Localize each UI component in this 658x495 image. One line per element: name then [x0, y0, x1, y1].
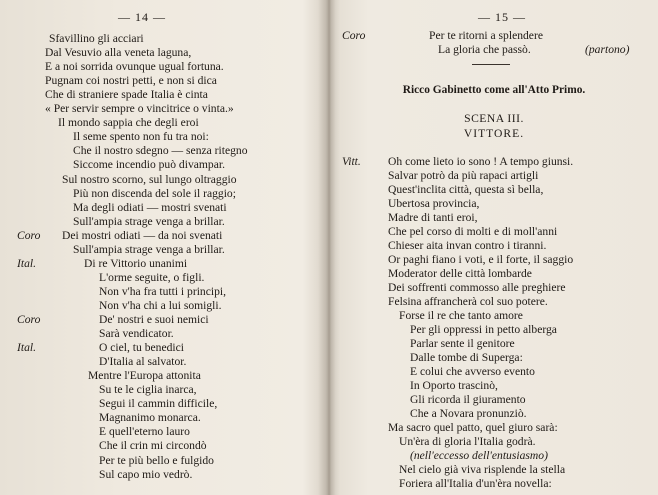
character-heading: VITTORE. [463, 127, 525, 140]
book-gutter [318, 0, 340, 495]
verse-line: Che il nostro sdegno — senza ritegno [73, 144, 248, 158]
page-number: — 14 — [118, 10, 166, 24]
verse-line: Mentre l'Europa attonita [88, 369, 201, 383]
verse-line: Gli ricorda il giuramento [410, 393, 526, 406]
verse-line: Dei soffrenti commosso alle preghiere [388, 281, 566, 294]
speaker-label: Vitt. [342, 155, 361, 168]
speaker-label: Ital. [17, 256, 36, 270]
verse-line: Dalle tombe di Superga: [410, 351, 523, 364]
verse-line: Di re Vittorio unanimi [84, 256, 188, 270]
verse-line: Or paghi fiano i voti, e il forte, il saggio [388, 253, 574, 266]
verse-line: La gloria che passò. [438, 43, 531, 56]
verse-line: Dal Vesuvio alla veneta laguna, [45, 46, 192, 60]
verse-line: Non v'ha fra tutti i principi, [99, 284, 227, 298]
verse-line: E colui che avverso evento [410, 365, 535, 378]
verse-line: Sfavillino gli acciari [49, 32, 144, 45]
verse-line: (nell'eccesso dell'entusiasmo) [410, 449, 548, 462]
stage-direction: (partono) [585, 43, 630, 56]
verse-line: Felsina affrancherà col suo potere. [388, 295, 548, 308]
verse-line: E a noi sorrida ovunque ugual fortuna. [45, 60, 224, 74]
verse-line: Per te ritorni a splendere [429, 29, 543, 42]
verse-line: « Per servir sempre o vincitrice o vinta.» [45, 102, 234, 116]
speaker-label: Ital. [17, 341, 36, 355]
verse-line: Nel cielo già viva risplende la stella [399, 463, 566, 476]
section-divider [472, 64, 510, 65]
verse-line: Quest'inclita città, questa sì bella, [388, 183, 544, 196]
verse-line: Salvar potrò da più rapaci artigli [388, 169, 539, 182]
verse-line: In Oporto trascinò, [410, 379, 498, 392]
verse-line: Pugnam coi nostri petti, e non si dica [45, 74, 217, 88]
verse-line: Parlar sente il genitore [410, 337, 515, 350]
verse-line: Ma degli odiati — mostri svenati [73, 200, 227, 214]
verse-line: Dei mostri odiati — da noi svenati [62, 228, 223, 242]
verse-line: Sul nostro scorno, sul lungo oltraggio [62, 172, 237, 186]
verse-line: Sarà vendicator. [99, 327, 174, 341]
verse-line: Sull'ampia strage venga a brillar. [73, 214, 225, 228]
verse-line: Ma sacro quel patto, quel giuro sarà: [388, 421, 558, 434]
verse-line: Il seme spento non fu tra noi: [73, 130, 209, 144]
verse-line: Sul capo mio vedrò. [99, 467, 193, 481]
verse-line: Un'èra di gloria l'Italia godrà. [399, 435, 536, 448]
verse-line: Sull'ampia strage venga a brillar. [73, 242, 225, 256]
verse-line: Su te le ciglia inarca, [99, 383, 197, 397]
verse-line: Magnanimo monarca. [99, 411, 201, 425]
verse-line: Forse il re che tanto amore [399, 309, 523, 322]
right-page [330, 0, 658, 495]
verse-line: Che di straniere spade Italia è cinta [45, 88, 208, 102]
verse-line: Chieser aita invan contro i tiranni. [388, 239, 547, 252]
verse-line: Che il crin mi circondò [99, 439, 207, 453]
verse-line: De' nostri e suoi nemici [99, 313, 209, 326]
page-number: — 15 — [478, 10, 526, 24]
left-page [0, 0, 328, 495]
verse-line: Siccome incendio può divampar. [73, 158, 225, 172]
verse-line: Oh come lieto io sono ! A tempo giunsi. [388, 155, 574, 168]
verse-line: Segui il cammin difficile, [99, 397, 218, 411]
verse-line: Il mondo sappia che degli eroi [58, 116, 199, 130]
verse-line: D'Italia al salvator. [99, 355, 187, 369]
verse-line: Che a Novara pronunziò. [410, 407, 527, 420]
verse-line: Ubertosa provincia, [388, 197, 480, 210]
scene-change: Ricco Gabinetto come all'Atto Primo. [402, 84, 586, 96]
speaker-label: Coro [342, 29, 366, 42]
verse-line: Più non discenda del sole il raggio; [73, 186, 236, 200]
verse-line: Non v'ha chi a lui somigli. [99, 298, 222, 312]
speaker-label: Coro [17, 313, 41, 326]
speaker-label: Coro [17, 228, 41, 242]
verse-line: L'orme seguite, o figli. [99, 270, 205, 284]
verse-line: Moderator delle città lombarde [388, 267, 532, 280]
verse-line: Foriera all'Italia d'un'èra novella: [399, 477, 552, 490]
scene-heading: SCENA III. [464, 112, 524, 125]
verse-line: Per gli oppressi in petto alberga [410, 323, 557, 336]
verse-line: O ciel, tu benedici [99, 341, 184, 355]
verse-line: E quell'eterno lauro [99, 425, 190, 439]
verse-line: Per te più bello e fulgido [99, 453, 214, 467]
verse-line: Che pel corso di molti e di moll'anni [388, 225, 558, 238]
verse-line: Madre di tanti eroi, [388, 211, 478, 224]
